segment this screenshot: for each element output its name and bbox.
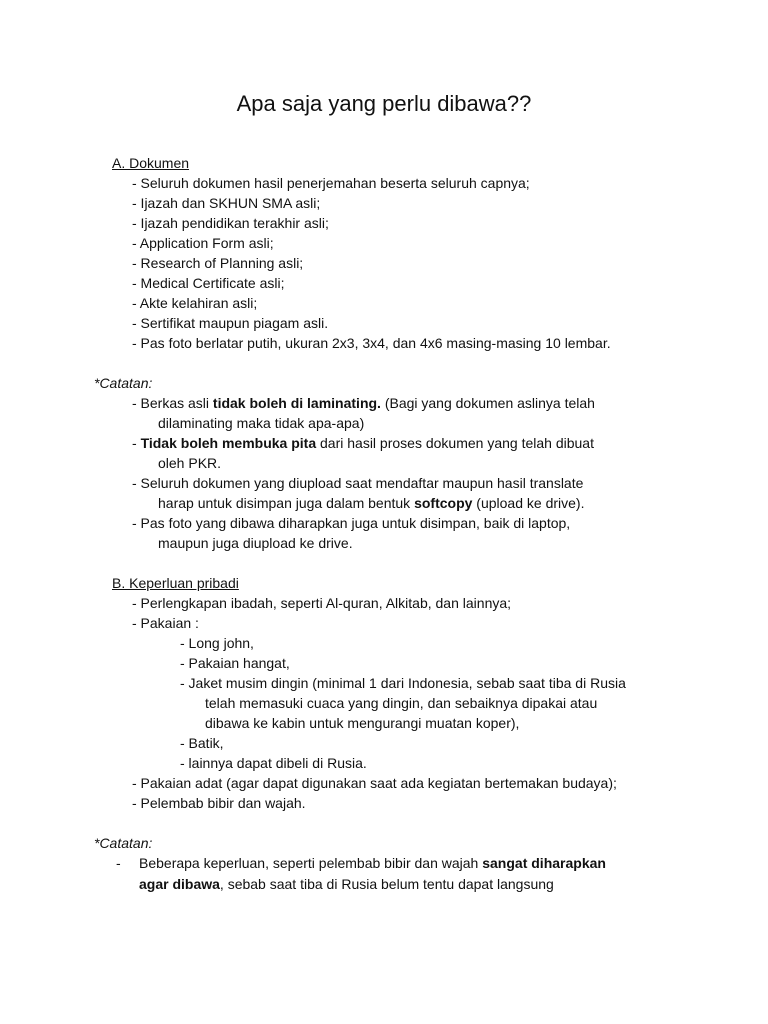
sub-list-item: - lainnya dapat dibeli di Rusia. [180,755,367,771]
list-item: - Medical Certificate asli; [132,275,285,291]
note-item: - Seluruh dokumen yang diupload saat mendaftar maupun hasil translate [132,475,584,491]
sub-list-item: - Jaket musim dingin (minimal 1 dari Indonesia, sebab saat tiba di Rusia [180,675,626,691]
note-emphasis: agar dibawa [139,876,220,892]
list-item: - Research of Planning asli; [132,255,304,271]
page-title: Apa saja yang perlu dibawa?? [236,91,532,116]
note-continuation [139,874,554,894]
sub-list-continuation: telah memasuki cuaca yang dingin, dan sebaiknya dipakai atau [205,695,598,711]
list-item: - Application Form asli; [132,235,274,251]
section-a-heading: A. Dokumen [112,155,190,171]
list-item: - Sertifikat maupun piagam asli. [132,315,329,331]
note-label: *Catatan: [94,375,153,391]
sub-list-continuation: dibawa ke kabin untuk mengurangi muatan koper), [205,715,520,731]
note-item [132,433,594,453]
note-continuation: maupun juga diupload ke drive. [158,535,353,551]
note-text: - Berkas asli [132,395,213,411]
note-continuation [158,493,584,513]
note-emphasis: softcopy [414,495,473,511]
section-b-heading: B. Keperluan pribadi [112,575,239,591]
list-item: - Pakaian adat (agar dapat digunakan saat ada kegiatan bertemakan budaya); [132,775,617,791]
note-text: Beberapa keperluan, seperti pelembab bibir dan wajah [139,855,483,871]
note-text: dari hasil proses dokumen yang telah dibuat [316,435,594,451]
note-text: (upload ke drive). [472,495,585,511]
note-item [139,853,606,873]
note-continuation: dilaminating maka tidak apa-apa) [158,415,365,431]
list-item: - Ijazah dan SKHUN SMA asli; [132,195,321,211]
list-item: - Seluruh dokumen hasil penerjemahan beserta seluruh capnya; [132,175,530,191]
note-item [132,393,595,413]
list-item: - Pakaian : [132,615,199,631]
note-item: - Pas foto yang dibawa diharapkan juga untuk disimpan, baik di laptop, [132,515,571,531]
note-continuation: oleh PKR. [158,455,222,471]
note-emphasis: sangat diharapkan [482,855,606,871]
note-text: harap untuk disimpan juga dalam bentuk [158,495,415,511]
note-text: , sebab saat tiba di Rusia belum tentu dapat langsung [219,876,554,892]
list-item: - Pelembab bibir dan wajah. [132,795,306,811]
list-item: - Perlengkapan ibadah, seperti Al-quran, Alkitab, dan lainnya; [132,595,512,611]
note-label: *Catatan: [94,835,153,851]
note-dash: - [116,855,121,871]
note-text: - [132,435,141,451]
note-text: (Bagi yang dokumen aslinya telah [380,395,595,411]
list-item: - Ijazah pendidikan terakhir asli; [132,215,329,231]
note-emphasis: Tidak boleh membuka pita [140,435,317,451]
sub-list-item: - Long john, [180,635,254,651]
list-item: - Akte kelahiran asli; [132,295,258,311]
note-emphasis: tidak boleh di laminating. [212,395,381,411]
list-item: - Pas foto berlatar putih, ukuran 2x3, 3x4, dan 4x6 masing-masing 10 lembar. [132,335,611,351]
sub-list-item: - Batik, [180,735,224,751]
sub-list-item: - Pakaian hangat, [180,655,290,671]
